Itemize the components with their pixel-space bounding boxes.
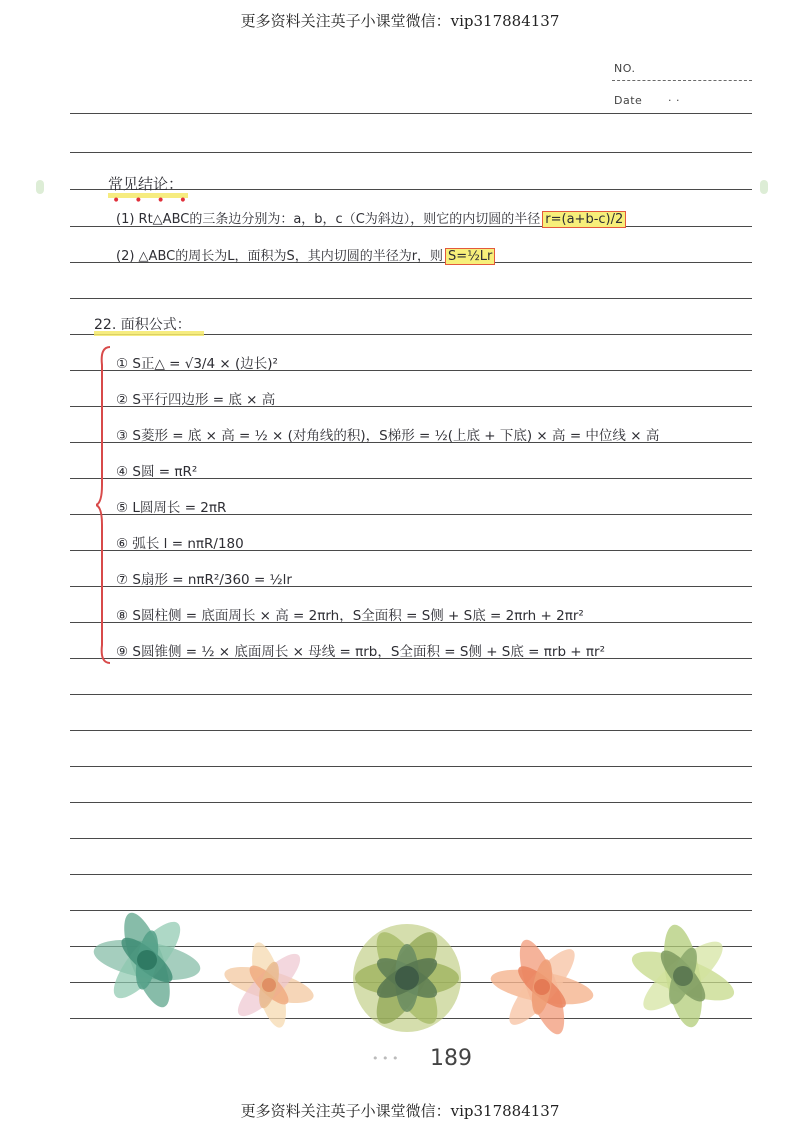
succulent-illustration-coral	[482, 935, 602, 1035]
rule-line	[70, 298, 752, 299]
page-number-faint: • • •	[372, 1052, 399, 1065]
rule-line	[70, 802, 752, 803]
area-formula-2: ② S平行四边形 = 底 × 高	[116, 392, 276, 408]
area-title: 22. 面积公式：	[94, 317, 191, 333]
area-formula-8: ⑧ S圆柱侧 = 底面周长 × 高 = 2πrh，S全面积 = S侧 + S底 = 2πrh + 2πr²	[116, 608, 584, 624]
area-formula-4: ④ S圆 = πR²	[116, 464, 198, 480]
watermark-top: 更多资料关注英子小课堂微信：vip317884137	[240, 12, 560, 30]
conclusion-item-1-text: (1) Rt△ABC的三条边分别为：a，b，c（C为斜边），则它的内切圆的半径	[116, 212, 541, 227]
conclusion-item-1	[116, 208, 626, 228]
date-label: Date	[614, 94, 643, 107]
margin-smudge	[760, 180, 768, 194]
conclusion-item-2	[116, 245, 495, 265]
rule-line	[70, 152, 752, 153]
area-formula-1: ① S正△ = √3/4 × (边长)²	[116, 356, 278, 372]
succulent-illustration-lime	[618, 920, 748, 1030]
emphasis-dots: ••••	[112, 193, 202, 209]
area-formula-3: ③ S菱形 = 底 × 高 = ½ × (对角线的积)，S梯形 = ½(上底 + 下底) × 高 = 中位线 × 高	[116, 428, 660, 444]
rule-line	[70, 694, 752, 695]
area-formula-5: ⑤ L圆周长 = 2πR	[116, 500, 227, 516]
inradius-formula-highlight: r=(a+b-c)/2	[542, 211, 626, 228]
conclusion-item-2-text: (2) △ABC的周长为L，面积为S，其内切圆的半径为r，则	[116, 249, 444, 264]
margin-smudge	[36, 180, 44, 194]
rule-line	[70, 874, 752, 875]
date-dots: · ·	[668, 94, 680, 107]
conclusions-title: 常见结论：	[108, 175, 184, 193]
no-rule	[612, 80, 752, 81]
area-formula-7: ⑦ S扇形 = nπR²/360 = ½lr	[116, 572, 292, 588]
rule-line	[70, 838, 752, 839]
area-formula-6: ⑥ 弧长 l = nπR/180	[116, 536, 244, 552]
no-label: NO.	[614, 62, 636, 75]
brace-icon	[96, 345, 112, 665]
succulent-illustration-peach	[214, 935, 324, 1030]
rule-line	[70, 113, 752, 114]
succulent-illustration-teal	[82, 905, 212, 1015]
rule-line	[70, 730, 752, 731]
page-number: 189	[430, 1046, 472, 1071]
area-perimeter-formula-highlight: S=½Lr	[445, 248, 495, 265]
area-formula-9: ⑨ S圆锥侧 = ½ × 底面周长 × 母线 = πrb，S全面积 = S侧 + S底 = πrb + πr²	[116, 644, 605, 660]
watermark-bottom: 更多资料关注英子小课堂微信：vip317884137	[240, 1102, 560, 1120]
rule-line	[70, 766, 752, 767]
succulent-illustration-green	[345, 920, 470, 1035]
